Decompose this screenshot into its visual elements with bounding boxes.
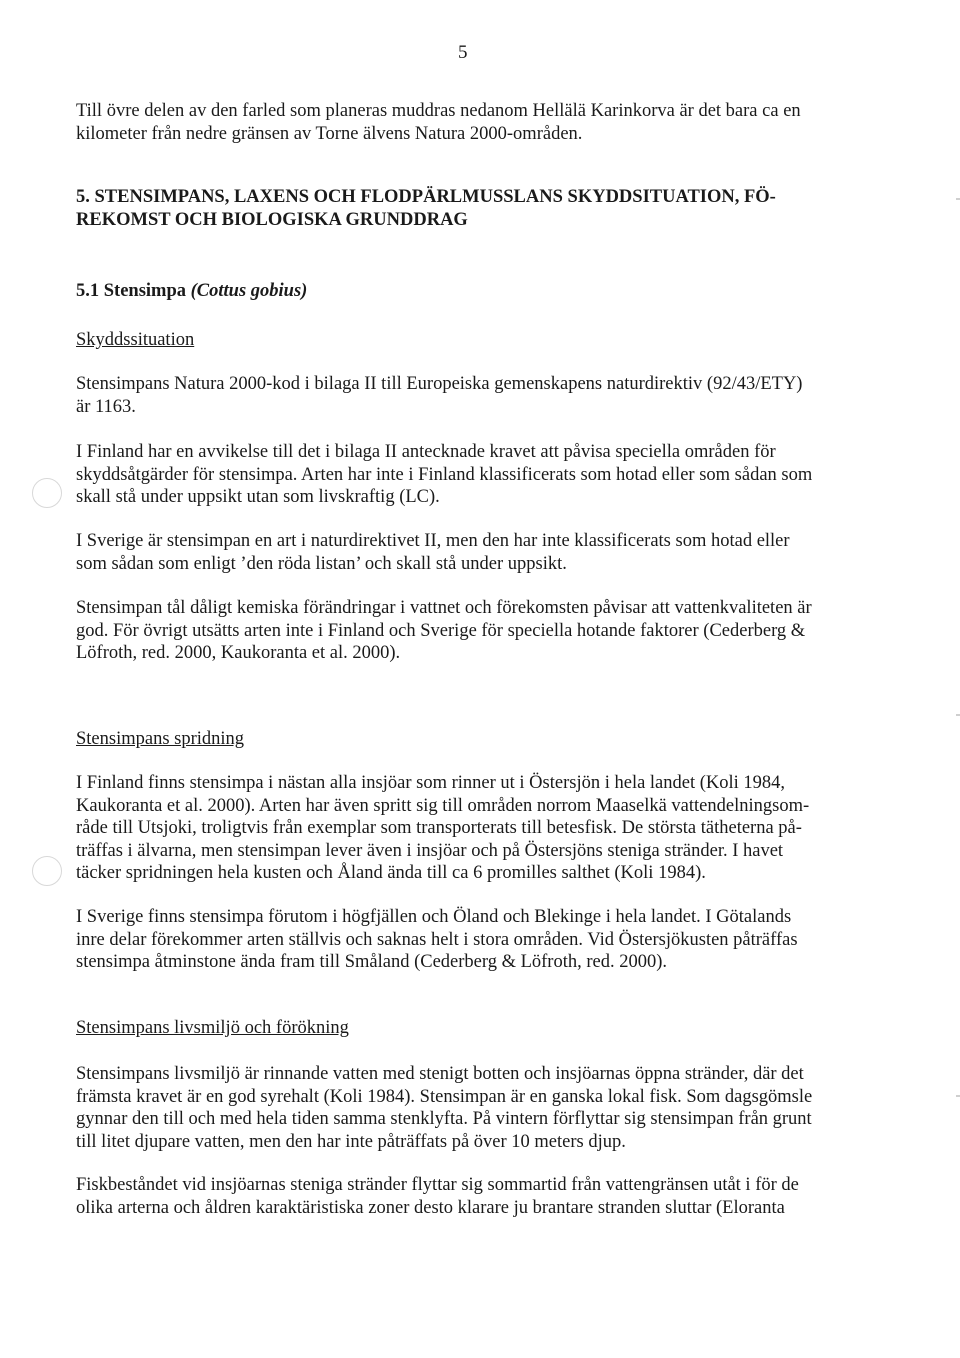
subsection-heading: [76, 280, 852, 303]
text-line: Stensimpans livsmiljö är rinnande vatten med stenigt botten och insjöarnas öppna stränder, där det: [76, 1064, 804, 1084]
scan-edge-mark: [956, 714, 960, 716]
text-line: träffas i älvarna, men stensimpan lever även i insjöar och på Östersjöns steniga stränder. I havet: [76, 840, 784, 861]
text-line: stensimpa åtminstone ända fram till Småland (Cederberg & Löfroth, red. 2000).: [76, 952, 667, 972]
spridning-heading: Stensimpans spridning: [76, 729, 245, 749]
text-line: kilometer från nedre gränsen av Torne älvens Natura 2000-områden.: [76, 123, 583, 144]
heading-line: REKOMST OCH BIOLOGISKA GRUNDDRAG: [76, 209, 468, 230]
text-line: Kaukoranta et al. 2000). Arten har även spritt sig till områden norrom Maaselkä vattendelningsom-: [76, 795, 810, 816]
subsection-title: 5.1 Stensimpa: [76, 281, 191, 301]
text-line: som sådan som enligt ’den röda listan’ och skall stå under uppsikt.: [76, 553, 567, 574]
paragraph: [76, 530, 852, 575]
paragraph: [76, 597, 852, 665]
section-heading: [76, 186, 852, 231]
text-line: till litet djupare vatten, men den har inte påträffats på över 10 meters djup.: [76, 1131, 626, 1152]
skyddssituation-heading: Skyddssituation: [76, 330, 195, 350]
text-line: I Finland finns stensimpa i nästan alla insjöar som rinner ut i Östersjön i hela landet (Koli 1984,: [76, 773, 786, 793]
paragraph: [76, 772, 852, 885]
text-line: olika arterna och åldren karaktäristiska zoner desto klarare ju brantare stranden sluttar (Eloranta: [76, 1197, 785, 1218]
text-line: Löfroth, red. 2000, Kaukoranta et al. 2000).: [76, 643, 401, 663]
text-line: Till övre delen av den farled som planeras muddras nedanom Hellälä Karinkorva är det bara ca en: [76, 101, 801, 121]
text-line: inre delar förekommer arten ställvis och saknas helt i stora områden. Vid Östersjökusten påträffas: [76, 929, 798, 950]
text-line: I Sverige är stensimpan en art i naturdirektivet II, men den har inte klassificerats som hotad eller: [76, 531, 790, 551]
paragraph: [76, 906, 852, 974]
livsmiljo-heading: Stensimpans livsmiljö och förökning: [76, 1018, 349, 1038]
paragraph: [76, 373, 852, 418]
text-line: råde till Utsjoki, troligtvis från exemplar som transporterats till betesfisk. De största tätheterna på-: [76, 818, 802, 838]
paragraph: [76, 441, 852, 509]
text-line: god. För övrigt utsätts arten inte i Finland och Sverige för speciella hotande faktorer (Cederberg &: [76, 620, 806, 641]
text-line: I Sverige finns stensimpa förutom i högfjällen och Öland och Blekinge i hela landet. I Götalands: [76, 907, 792, 927]
heading-line: 5. STENSIMPANS, LAXENS OCH FLODPÄRLMUSSLANS SKYDDSITUATION, FÖ-: [76, 187, 776, 207]
paragraph: [76, 1063, 852, 1153]
intro-paragraph: [76, 100, 852, 145]
text-line: täcker spridningen hela kusten och Åland ända till ca 6 promilles salthet (Koli 1984).: [76, 863, 706, 883]
text-line: skall stå under uppsikt utan som livskraftig (LC).: [76, 487, 440, 507]
page-number: 5: [458, 42, 468, 63]
text-line: Stensimpan tål dåligt kemiska förändringar i vattnet och förekomsten påvisar att vattenkvaliteten är: [76, 598, 812, 618]
text-line: främsta kravet är en god syrehalt (Koli 1984). Stensimpan är en ganska lokal fisk. Som dagsgömsle: [76, 1086, 813, 1107]
punch-hole-mark: [32, 856, 62, 886]
scan-edge-mark: [956, 1095, 960, 1097]
latin-name: (Cottus gobius): [190, 281, 308, 301]
text-line: Fiskbeståndet vid insjöarnas steniga stränder flyttar sig sommartid från vattengränsen utåt i för de: [76, 1175, 799, 1195]
paragraph: [76, 1174, 852, 1219]
punch-hole-mark: [32, 478, 62, 508]
text-line: är 1163.: [76, 396, 136, 417]
text-line: gynnar den till och med hela tiden samma stenklyfta. På vintern förflyttar sig stensimpan från grunt: [76, 1109, 812, 1129]
text-line: Stensimpans Natura 2000-kod i bilaga II till Europeiska gemenskapens naturdirektiv (92/43/ETY): [76, 374, 803, 394]
text-line: I Finland har en avvikelse till det i bilaga II antecknade kravet att påvisa speciella områden för: [76, 442, 776, 462]
text-line: skyddsåtgärder för stensimpa. Arten har inte i Finland klassificerats som hotad eller som sådan som: [76, 464, 813, 485]
scan-edge-mark: [956, 198, 960, 200]
